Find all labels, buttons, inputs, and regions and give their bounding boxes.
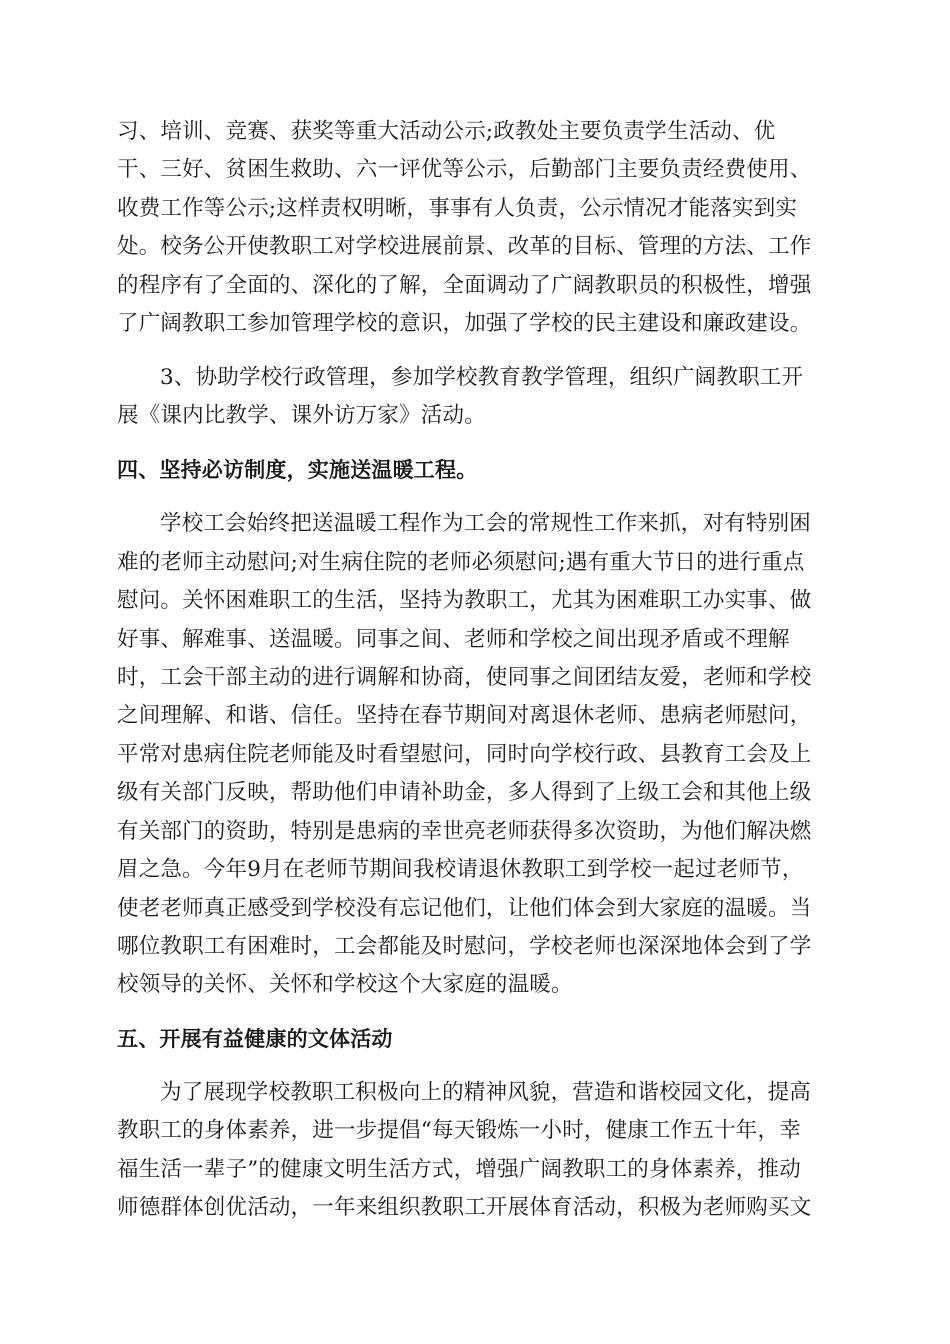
paragraph-line: 处。校务公开使教职工对学校进展前景、改革的目标、管理的方法、工作 xyxy=(117,234,812,259)
paragraph-line: 难的老师主动慰问;对生病住院的老师必须慰问;遇有重大节日的进行重点 xyxy=(117,550,805,575)
paragraph-line: 的程序有了全面的、深化的了解，全面调动了广阔教职员的积极性，增强 xyxy=(117,273,812,298)
paragraph-line: 学校工会始终把送温暖工程作为工会的常规性工作来抓，对有特别困 xyxy=(160,511,812,536)
paragraph-line: 级有关部门反映，帮助他们申请补助金，多人得到了上级工会和其他上级 xyxy=(117,780,812,805)
paragraph-line: 哪位教职工有困难时，工会都能及时慰问，学校老师也深深地体会到了学 xyxy=(117,934,812,959)
paragraph-line: 时，工会干部主动的进行调解和协商，使同事之间团结友爱，老师和学校 xyxy=(117,665,812,690)
paragraph-line: 展《课内比教学、课外访万家》活动。 xyxy=(117,403,486,428)
paragraph-line: 为了展现学校教职工积极向上的精神风貌，营造和谐校园文化，提高 xyxy=(160,1080,812,1105)
paragraph-line: 收费工作等公示;这样责权明晰，事事有人负责，公示情况才能落实到实 xyxy=(117,196,798,221)
paragraph-line: 干、三好、贫困生救助、六一评优等公示，后勤部门主要负责经费使用、 xyxy=(117,157,812,182)
section-heading: 五、开展有益健康的文体活动 xyxy=(117,1027,393,1051)
paragraph-line: 有关部门的资助，特别是患病的幸世亮老师获得多次资助，为他们解决燃 xyxy=(117,819,812,844)
section-heading: 四、坚持必访制度，实施送温暖工程。 xyxy=(117,458,478,482)
paragraph-line: 教职工的身体素养，进一步提倡“每天锻炼一小时，健康工作五十年，幸 xyxy=(117,1118,801,1143)
paragraph-line: 平常对患病住院老师能及时看望慰问，同时向学校行政、县教育工会及上 xyxy=(117,742,812,767)
paragraph-line: 慰问。关怀困难职工的生活，坚持为教职工，尤其为困难职工办实事、做 xyxy=(117,588,812,613)
paragraph-line: 习、培训、竞赛、获奖等重大活动公示;政教处主要负责学生活动、优 xyxy=(117,119,776,144)
paragraph-line: 福生活一辈子”的健康文明生活方式，增强广阔教职工的身体素养，推动 xyxy=(117,1157,801,1182)
paragraph-line: 使老老师真正感受到学校没有忘记他们，让他们体会到大家庭的温暖。当 xyxy=(117,896,812,921)
paragraph-line: 3、协助学校行政管理，参加学校教育教学管理，组织广阔教职工开 xyxy=(160,365,804,390)
paragraph-line: 好事、解难事、送温暖。同事之间、老师和学校之间出现矛盾或不理解 xyxy=(117,627,790,652)
paragraph-line: 校领导的关怀、关怀和学校这个大家庭的温暖。 xyxy=(117,972,573,997)
paragraph-line: 了广阔教职工参加管理学校的意识，加强了学校的民主建设和廉政建设。 xyxy=(117,311,812,336)
paragraph-line: 师德群体创优活动，一年来组织教职工开展体育活动，积极为老师购买文 xyxy=(117,1195,812,1220)
paragraph-line: 之间理解、和谐、信任。坚持在春节期间对离退休老师、患病老师慰问， xyxy=(117,703,812,728)
paragraph-line: 眉之急。今年9月在老师节期间我校请退休教职工到学校一起过老师节， xyxy=(117,857,804,882)
